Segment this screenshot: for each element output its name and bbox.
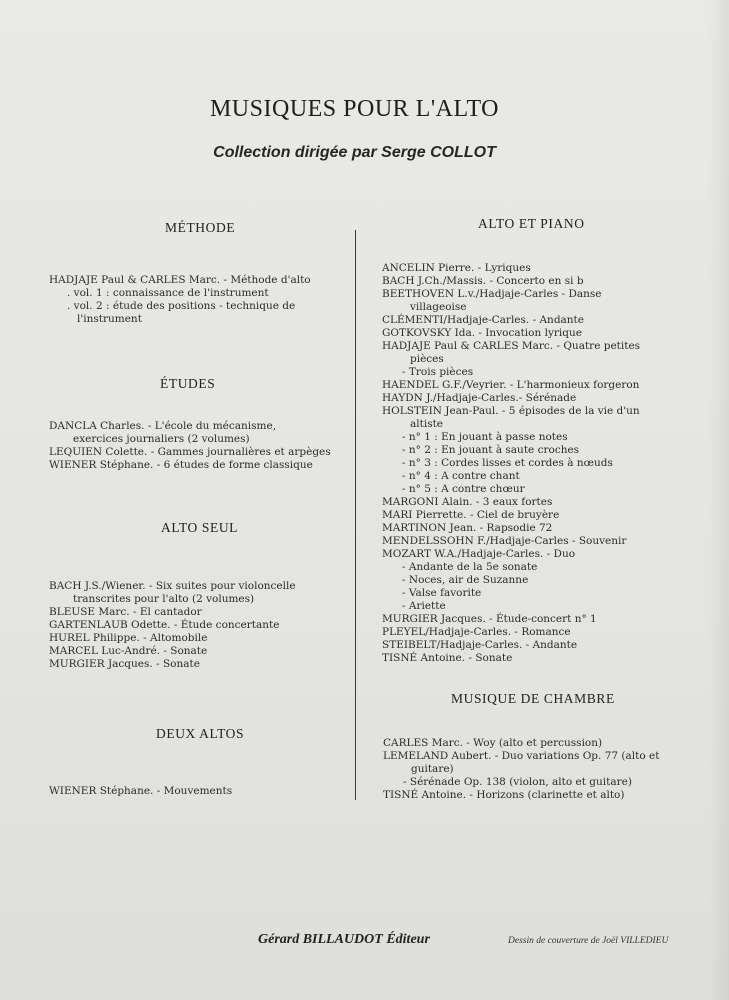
list-item: - n° 2 : En jouant à saute croches bbox=[402, 444, 580, 456]
list-item: LEMELAND Aubert. - Duo variations Op. 77 (alto et bbox=[383, 750, 660, 762]
list-item: HADJAJE Paul & CARLES Marc. - Méthode d'alto bbox=[49, 274, 311, 286]
list-item: villageoise bbox=[410, 301, 467, 313]
list-item: WIENER Stéphane. - 6 études de forme classique bbox=[49, 459, 313, 471]
list-item: CARLES Marc. - Woy (alto et percussion) bbox=[383, 737, 603, 749]
list-item: - Sérénade Op. 138 (violon, alto et guitare) bbox=[403, 776, 632, 788]
list-item: WIENER Stéphane. - Mouvements bbox=[49, 785, 233, 797]
list-item: HOLSTEIN Jean-Paul. - 5 épisodes de la vie d'un bbox=[382, 405, 640, 417]
list-item: MURGIER Jacques. - Sonate bbox=[49, 658, 200, 670]
list-item: GARTENLAUB Odette. - Étude concertante bbox=[49, 619, 280, 631]
list-item: altiste bbox=[410, 418, 444, 430]
list-item: MOZART W.A./Hadjaje-Carles. - Duo bbox=[382, 548, 576, 560]
list-item: STEIBELT/Hadjaje-Carles. - Andante bbox=[382, 639, 578, 651]
list-item: MARGONI Alain. - 3 eaux fortes bbox=[382, 496, 553, 508]
list-item: MARCEL Luc-André. - Sonate bbox=[49, 645, 208, 657]
page-subtitle: Collection dirigée par Serge COLLOT bbox=[213, 144, 496, 161]
list-item: - Valse favorite bbox=[402, 587, 482, 599]
list-item: pièces bbox=[410, 353, 444, 365]
list-item: GOTKOVSKY Ida. - Invocation lyrique bbox=[382, 327, 582, 339]
list-item: ANCELIN Pierre. - Lyriques bbox=[382, 262, 531, 274]
cover-credit: Dessin de couverture de Joël VILLEDIEU bbox=[508, 936, 669, 946]
list-item: - n° 4 : A contre chant bbox=[402, 470, 520, 482]
page-edge-shadow bbox=[709, 0, 729, 1000]
list-item: BLEUSE Marc. - El cantador bbox=[49, 606, 202, 618]
heading-deux-altos: DEUX ALTOS bbox=[156, 726, 245, 741]
list-item: - n° 5 : A contre chœur bbox=[402, 483, 525, 495]
list-item: MURGIER Jacques. - Étude-concert n° 1 bbox=[382, 613, 597, 625]
heading-etudes: ÉTUDES bbox=[160, 376, 216, 391]
list-item: TISNÉ Antoine. - Sonate bbox=[382, 652, 513, 664]
list-item: l'instrument bbox=[77, 313, 142, 325]
list-item: - n° 3 : Cordes lisses et cordes à nœuds bbox=[402, 457, 613, 469]
list-item: HAENDEL G.F./Veyrier. - L'harmonieux forgeron bbox=[382, 379, 640, 391]
publisher-name: Gérard BILLAUDOT Éditeur bbox=[258, 932, 430, 947]
column-divider bbox=[355, 230, 356, 800]
list-item: BACH J.Ch./Massis. - Concerto en si b bbox=[382, 275, 584, 287]
list-item: HUREL Philippe. - Altomobile bbox=[49, 632, 208, 644]
list-item: HAYDN J./Hadjaje-Carles.- Sérénade bbox=[382, 392, 577, 404]
list-item: - Trois pièces bbox=[402, 366, 474, 378]
list-alto-seul bbox=[49, 580, 296, 671]
list-item: BACH J.S./Wiener. - Six suites pour violoncelle bbox=[49, 580, 296, 592]
list-item: transcrites pour l'alto (2 volumes) bbox=[73, 593, 255, 605]
page-title: MUSIQUES POUR L'ALTO bbox=[209, 96, 500, 122]
heading-musique-chambre: MUSIQUE DE CHAMBRE bbox=[451, 691, 615, 706]
list-item: MARTINON Jean. - Rapsodie 72 bbox=[382, 522, 553, 534]
list-item: BEETHOVEN L.v./Hadjaje-Carles - Danse bbox=[382, 288, 602, 300]
list-item: - Noces, air de Suzanne bbox=[402, 574, 529, 586]
list-item: - Andante de la 5e sonate bbox=[402, 561, 538, 573]
list-musique-chambre bbox=[383, 737, 659, 802]
heading-alto-seul: ALTO SEUL bbox=[161, 520, 239, 535]
list-item: . vol. 2 : étude des positions - technique de bbox=[67, 300, 296, 312]
list-item: - Ariette bbox=[402, 600, 446, 612]
list-item: TISNÉ Antoine. - Horizons (clarinette et alto) bbox=[383, 789, 625, 801]
list-item: HADJAJE Paul & CARLES Marc. - Quatre petites bbox=[382, 340, 641, 352]
list-item: LEQUIEN Colette. - Gammes journalières et arpèges bbox=[49, 446, 331, 458]
heading-alto-piano: ALTO ET PIANO bbox=[478, 216, 585, 231]
list-methode bbox=[49, 274, 311, 326]
list-alto-piano bbox=[382, 262, 640, 665]
list-etudes bbox=[49, 420, 331, 472]
list-item: . vol. 1 : connaissance de l'instrument bbox=[67, 287, 269, 299]
list-item: guitare) bbox=[411, 763, 454, 775]
list-item: MENDELSSOHN F./Hadjaje-Carles - Souvenir bbox=[382, 535, 627, 547]
list-item: - n° 1 : En jouant à passe notes bbox=[402, 431, 568, 443]
list-item: exercices journaliers (2 volumes) bbox=[73, 433, 250, 445]
list-item: CLÉMENTI/Hadjaje-Carles. - Andante bbox=[382, 314, 584, 326]
list-item: DANCLA Charles. - L'école du mécanisme, bbox=[49, 420, 277, 432]
heading-methode: MÉTHODE bbox=[165, 220, 236, 235]
list-item: PLEYEL/Hadjaje-Carles. - Romance bbox=[382, 626, 571, 638]
list-deux-altos bbox=[49, 785, 232, 798]
list-item: MARI Pierrette. - Ciel de bruyère bbox=[382, 509, 560, 521]
